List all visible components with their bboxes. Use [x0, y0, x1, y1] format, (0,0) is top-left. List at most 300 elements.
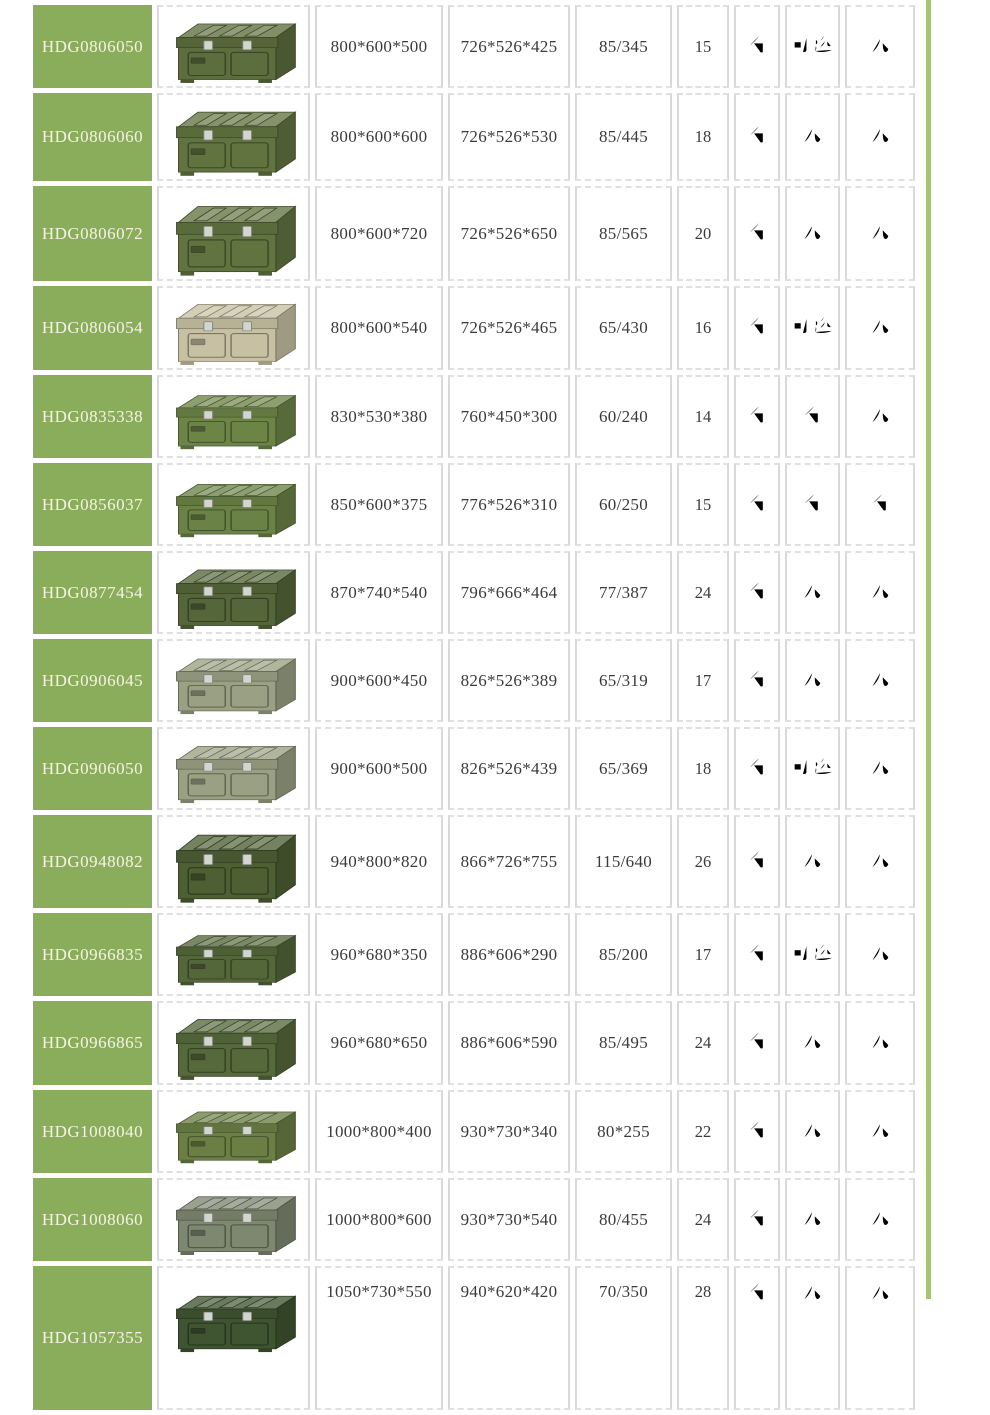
flag2-text [822, 1031, 823, 1032]
depth-split-value: 85/200 [598, 944, 649, 964]
flag1-cell [734, 186, 780, 281]
cjk-glyph-you [748, 1120, 767, 1139]
inner-size-value: 726*526*650 [460, 223, 558, 243]
flag2-text [833, 35, 834, 36]
product-spec-table [28, 0, 920, 1415]
cjk-glyph-xuan [814, 943, 833, 962]
outer-size-cell [315, 1090, 443, 1173]
table-row [33, 1090, 915, 1173]
flag3-cell [845, 286, 915, 370]
model-label: HDG0948082 [41, 851, 144, 871]
flag1-cell [734, 5, 780, 88]
depth-split-cell [575, 815, 672, 908]
cjk-glyph-wu [871, 1282, 890, 1301]
flag3-text [890, 943, 891, 944]
product-image-cell [157, 286, 310, 370]
flag3-glyphs [871, 493, 890, 512]
cjk-glyph-wu [803, 669, 822, 688]
inner-size-value: 726*526*425 [460, 36, 558, 56]
flag3-cell [845, 5, 915, 88]
cjk-glyph-you [803, 493, 822, 512]
inner-size-cell [448, 286, 570, 370]
outer-size-value: 960*680*650 [330, 1033, 428, 1052]
depth-split-value: 65/319 [598, 670, 649, 690]
rugged-case-illustration [161, 555, 307, 631]
flag3-text [890, 1031, 891, 1032]
outer-size-value: 1050*730*550 [326, 1282, 432, 1301]
flag1-glyphs [748, 669, 767, 688]
outer-size-value: 900*600*500 [330, 758, 428, 778]
cjk-glyph-you [748, 1031, 767, 1050]
cjk-glyph-xuan [814, 316, 833, 335]
product-image-cell [157, 815, 310, 908]
inner-size-cell [448, 1001, 570, 1085]
number-cell [677, 5, 729, 88]
flag1-cell [734, 551, 780, 634]
flag3-text [890, 222, 891, 223]
flag1-glyphs [748, 943, 767, 962]
cjk-glyph-you [748, 669, 767, 688]
flag2-glyphs [792, 316, 833, 335]
flag1-glyphs [748, 493, 767, 512]
right-green-rule [926, 0, 931, 1299]
number-cell [677, 1090, 729, 1173]
table-row [33, 186, 915, 281]
flag3-cell [845, 727, 915, 810]
depth-split-cell [575, 551, 672, 634]
number-value: 22 [694, 1121, 712, 1141]
cjk-glyph-you [748, 405, 767, 424]
flag3-text [890, 316, 891, 317]
flag1-glyphs [748, 35, 767, 54]
flag1-cell [734, 913, 780, 996]
rugged-case-illustration [161, 382, 307, 451]
flag2-glyphs [803, 125, 822, 144]
flag2-text [822, 581, 823, 582]
flag2-text [822, 125, 823, 126]
flag2-text [833, 316, 834, 317]
rugged-case-illustration [161, 96, 307, 178]
cjk-glyph-wu [871, 1031, 890, 1050]
cjk-glyph-you [871, 493, 890, 512]
flag2-cell [785, 1178, 840, 1261]
number-cell [677, 727, 729, 810]
flag1-text [767, 493, 768, 494]
flag3-text [890, 1120, 891, 1121]
flag3-glyphs [871, 581, 890, 600]
flag1-text [767, 850, 768, 851]
cjk-glyph-ke [792, 757, 811, 776]
cjk-glyph-wu [803, 1031, 822, 1050]
rugged-case-illustration [161, 923, 307, 987]
depth-split-cell [575, 1001, 672, 1085]
cjk-glyph-wu [871, 1120, 890, 1139]
rugged-case-illustration [161, 1182, 307, 1257]
cjk-glyph-wu [871, 757, 890, 776]
flag1-cell [734, 727, 780, 810]
product-box-image [160, 1004, 307, 1082]
flag2-text [822, 669, 823, 670]
product-box-image [160, 1282, 307, 1392]
outer-size-value: 800*600*600 [330, 127, 428, 146]
flag2-glyphs [803, 1031, 822, 1050]
flag2-cell [785, 286, 840, 370]
cjk-glyph-you [748, 581, 767, 600]
cjk-glyph-ke [792, 316, 811, 335]
number-cell [677, 93, 729, 181]
inner-size-value: 826*526*389 [460, 670, 558, 690]
flag1-glyphs [748, 1120, 767, 1139]
flag2-glyphs [803, 1282, 822, 1301]
flag3-text [890, 35, 891, 36]
outer-size-value: 830*530*380 [330, 406, 428, 426]
cjk-glyph-you [803, 405, 822, 424]
flag1-glyphs [748, 850, 767, 869]
outer-size-cell [315, 1266, 443, 1410]
outer-size-cell [315, 286, 443, 370]
product-box-image [160, 289, 307, 367]
cjk-glyph-wu [803, 581, 822, 600]
number-cell [677, 463, 729, 546]
number-cell [677, 551, 729, 634]
flag3-glyphs [871, 1208, 890, 1227]
depth-split-value: 77/387 [598, 582, 649, 602]
flag3-glyphs [871, 943, 890, 962]
cjk-glyph-you [748, 125, 767, 144]
product-image-cell [157, 1090, 310, 1173]
inner-size-value: 796*666*464 [460, 582, 558, 602]
outer-size-value: 1000*800*600 [326, 1209, 432, 1229]
inner-size-cell [448, 913, 570, 996]
flag1-text [767, 1120, 768, 1121]
depth-split-value: 85/445 [598, 127, 649, 146]
flag2-glyphs [792, 943, 833, 962]
model-cell [33, 727, 152, 810]
depth-split-value: 85/565 [598, 223, 649, 243]
depth-split-value: 85/495 [598, 1033, 649, 1052]
flag3-cell [845, 375, 915, 458]
flag3-cell [845, 1001, 915, 1085]
product-box-image [160, 554, 307, 631]
depth-split-value: 65/430 [598, 318, 649, 337]
depth-split-cell [575, 1266, 672, 1410]
cjk-glyph-wu [803, 850, 822, 869]
cjk-glyph-you [748, 757, 767, 776]
flag1-cell [734, 286, 780, 370]
cjk-glyph-you [748, 35, 767, 54]
product-image-cell [157, 551, 310, 634]
flag3-text [890, 581, 891, 582]
table-row [33, 286, 915, 370]
number-value: 24 [694, 1209, 712, 1229]
flag1-glyphs [748, 581, 767, 600]
flag1-text [767, 1031, 768, 1032]
depth-split-cell [575, 913, 672, 996]
inner-size-value: 866*726*755 [460, 851, 558, 871]
rugged-case-illustration [161, 818, 307, 905]
table-row [33, 639, 915, 722]
flag1-cell [734, 375, 780, 458]
cjk-glyph-you [748, 316, 767, 335]
outer-size-value: 800*600*540 [330, 318, 428, 337]
flag3-glyphs [871, 669, 890, 688]
flag3-glyphs [871, 1282, 890, 1301]
depth-split-value: 65/369 [598, 758, 649, 778]
depth-split-cell [575, 286, 672, 370]
flag1-text [767, 943, 768, 944]
rugged-case-illustration [161, 732, 307, 805]
model-label: HDG1057355 [41, 1328, 144, 1347]
rugged-case-illustration [161, 9, 307, 85]
cjk-glyph-you [748, 1282, 767, 1301]
outer-size-value: 800*600*720 [330, 223, 428, 243]
rugged-case-illustration [161, 189, 307, 278]
model-cell [33, 1090, 152, 1173]
inner-size-cell [448, 815, 570, 908]
flag2-cell [785, 375, 840, 458]
outer-size-cell [315, 913, 443, 996]
flag3-text [890, 1208, 891, 1209]
table-row [33, 913, 915, 996]
model-cell [33, 1266, 152, 1410]
depth-split-cell [575, 639, 672, 722]
flag1-cell [734, 463, 780, 546]
number-value: 26 [694, 851, 712, 871]
model-label: HDG0835338 [41, 406, 144, 426]
flag1-glyphs [748, 757, 767, 776]
flag3-cell [845, 186, 915, 281]
cjk-glyph-you [748, 943, 767, 962]
model-label: HDG0906050 [41, 758, 144, 778]
rugged-case-illustration [161, 289, 307, 367]
rugged-case-illustration [161, 645, 307, 716]
model-label: HDG0806054 [41, 318, 144, 337]
table-row [33, 551, 915, 634]
flag3-cell [845, 815, 915, 908]
flag3-text [890, 850, 891, 851]
inner-size-cell [448, 1090, 570, 1173]
flag2-text [822, 1208, 823, 1209]
model-cell [33, 286, 152, 370]
number-cell [677, 375, 729, 458]
product-box-image [160, 96, 307, 178]
inner-size-cell [448, 551, 570, 634]
flag2-glyphs [803, 1120, 822, 1139]
outer-size-value: 850*600*375 [330, 494, 428, 514]
model-cell [33, 93, 152, 181]
cjk-glyph-wu [871, 125, 890, 144]
flag2-glyphs [803, 669, 822, 688]
number-value: 17 [694, 944, 712, 964]
inner-size-value: 760*450*300 [460, 406, 558, 426]
number-value: 14 [694, 406, 712, 426]
depth-split-value: 70/350 [598, 1282, 649, 1301]
model-cell [33, 1001, 152, 1085]
product-box-image [160, 8, 307, 85]
table-row [33, 93, 915, 181]
flag2-glyphs [803, 581, 822, 600]
product-image-cell [157, 375, 310, 458]
flag1-glyphs [748, 316, 767, 335]
flag1-text [767, 1208, 768, 1209]
model-label: HDG0966835 [41, 944, 144, 964]
depth-split-cell [575, 463, 672, 546]
inner-size-value: 826*526*439 [460, 758, 558, 778]
flag2-glyphs [792, 757, 833, 776]
number-value: 15 [694, 36, 712, 56]
flag3-text [890, 757, 891, 758]
product-image-cell [157, 186, 310, 281]
flag2-cell [785, 5, 840, 88]
rugged-case-illustration [161, 471, 307, 539]
flag3-text [890, 125, 891, 126]
model-cell [33, 186, 152, 281]
flag3-cell [845, 1090, 915, 1173]
number-value: 24 [694, 1033, 712, 1052]
number-value: 18 [694, 127, 712, 146]
flag1-glyphs [748, 125, 767, 144]
flag2-text [833, 943, 834, 944]
model-cell [33, 913, 152, 996]
inner-size-value: 930*730*540 [460, 1209, 558, 1229]
cjk-glyph-wu [871, 850, 890, 869]
cjk-glyph-ke [792, 35, 811, 54]
flag1-cell [734, 639, 780, 722]
inner-size-cell [448, 93, 570, 181]
flag2-glyphs [803, 1208, 822, 1227]
flag3-text [890, 493, 891, 494]
outer-size-cell [315, 727, 443, 810]
flag1-text [767, 35, 768, 36]
model-label: HDG0806072 [41, 223, 144, 243]
product-image-cell [157, 639, 310, 722]
model-cell [33, 551, 152, 634]
cjk-glyph-wu [803, 125, 822, 144]
table-row [33, 463, 915, 546]
flag2-text [822, 1282, 823, 1283]
outer-size-cell [315, 1178, 443, 1261]
flag2-text [833, 757, 834, 758]
cjk-glyph-wu [803, 222, 822, 241]
depth-split-value: 60/240 [598, 406, 649, 426]
flag2-cell [785, 639, 840, 722]
number-value: 24 [694, 582, 712, 602]
product-box-image [160, 818, 307, 905]
cjk-glyph-wu [871, 316, 890, 335]
depth-split-cell [575, 93, 672, 181]
flag2-text [822, 1120, 823, 1121]
cjk-glyph-ke [792, 943, 811, 962]
flag1-cell [734, 1178, 780, 1261]
flag1-text [767, 757, 768, 758]
cjk-glyph-wu [871, 35, 890, 54]
flag1-glyphs [748, 222, 767, 241]
inner-size-cell [448, 639, 570, 722]
table-row [33, 1001, 915, 1085]
product-box-image [160, 1093, 307, 1170]
flag1-text [767, 581, 768, 582]
flag1-text [767, 222, 768, 223]
inner-size-value: 726*526*530 [460, 127, 558, 146]
flag2-text [822, 405, 823, 406]
model-label: HDG1008060 [41, 1209, 144, 1229]
flag3-cell [845, 1266, 915, 1410]
depth-split-cell [575, 727, 672, 810]
outer-size-cell [315, 551, 443, 634]
inner-size-cell [448, 463, 570, 546]
cjk-glyph-wu [871, 1208, 890, 1227]
number-cell [677, 286, 729, 370]
table-row [33, 1266, 915, 1410]
flag1-cell [734, 1090, 780, 1173]
product-box-image [160, 730, 307, 807]
flag2-glyphs [803, 405, 822, 424]
table-row [33, 1178, 915, 1261]
table-row [33, 815, 915, 908]
flag3-cell [845, 913, 915, 996]
product-image-cell [157, 913, 310, 996]
inner-size-value: 886*606*290 [460, 944, 558, 964]
cjk-glyph-you [748, 493, 767, 512]
flag3-glyphs [871, 757, 890, 776]
outer-size-value: 870*740*540 [330, 582, 428, 602]
flag3-glyphs [871, 125, 890, 144]
flag2-cell [785, 93, 840, 181]
number-value: 18 [694, 758, 712, 778]
number-cell [677, 1266, 729, 1410]
flag2-cell [785, 1090, 840, 1173]
cjk-glyph-wu [803, 1208, 822, 1227]
number-value: 28 [694, 1282, 712, 1301]
flag2-glyphs [803, 493, 822, 512]
number-cell [677, 815, 729, 908]
flag1-cell [734, 1266, 780, 1410]
outer-size-value: 1000*800*400 [326, 1121, 432, 1141]
flag3-glyphs [871, 1120, 890, 1139]
table-row [33, 375, 915, 458]
product-image-cell [157, 1266, 310, 1410]
flag3-cell [845, 1178, 915, 1261]
outer-size-value: 800*600*500 [330, 36, 428, 56]
model-label: HDG0966865 [41, 1033, 144, 1052]
inner-size-cell [448, 375, 570, 458]
model-cell [33, 463, 152, 546]
cjk-glyph-wu [803, 1282, 822, 1301]
flag3-glyphs [871, 222, 890, 241]
number-cell [677, 1178, 729, 1261]
depth-split-value: 60/250 [598, 494, 649, 514]
flag3-cell [845, 93, 915, 181]
inner-size-value: 886*606*590 [460, 1033, 558, 1052]
outer-size-cell [315, 1001, 443, 1085]
flag1-cell [734, 93, 780, 181]
flag2-glyphs [803, 850, 822, 869]
flag2-cell [785, 551, 840, 634]
flag3-cell [845, 551, 915, 634]
inner-size-cell [448, 186, 570, 281]
flag1-glyphs [748, 1208, 767, 1227]
number-cell [677, 186, 729, 281]
flag2-cell [785, 913, 840, 996]
flag3-text [890, 669, 891, 670]
inner-size-cell [448, 1178, 570, 1261]
depth-split-cell [575, 1090, 672, 1173]
outer-size-cell [315, 815, 443, 908]
flag1-text [767, 1282, 768, 1283]
flag1-cell [734, 1001, 780, 1085]
outer-size-cell [315, 375, 443, 458]
outer-size-value: 900*600*450 [330, 670, 428, 690]
